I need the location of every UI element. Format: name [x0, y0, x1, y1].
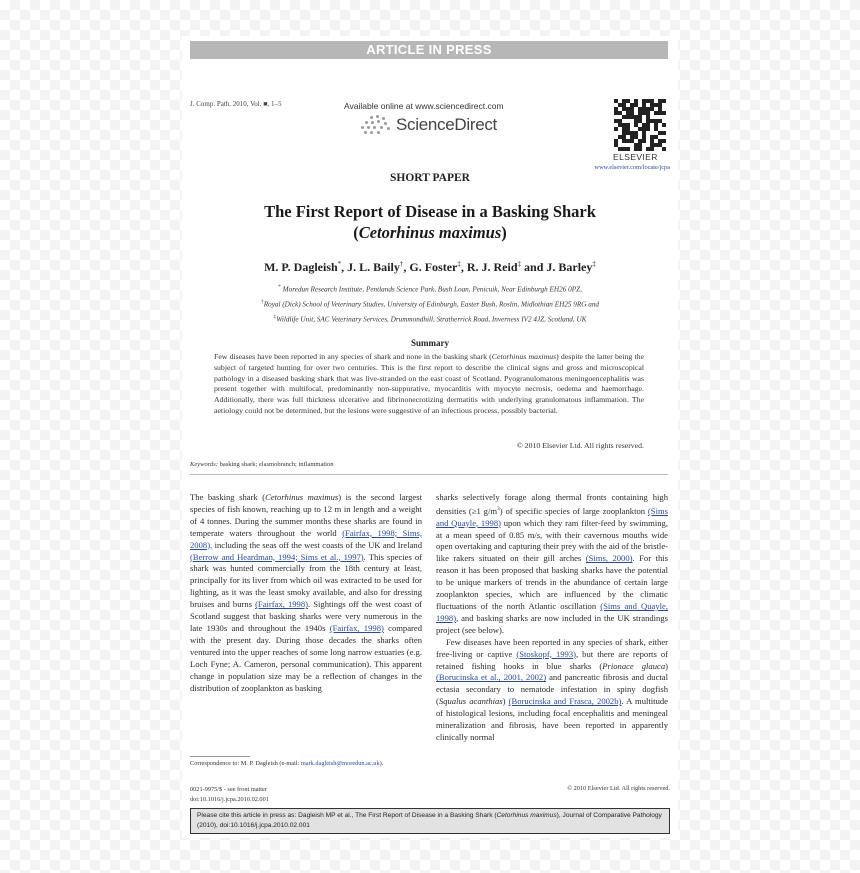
citation-link[interactable]: (Sims and Quayle, 1998) — [436, 601, 668, 623]
footer-copyright: © 2010 Elsevier Ltd. All rights reserved. — [567, 785, 670, 792]
author: M. P. Dagleish — [264, 260, 338, 274]
body-column-left — [190, 492, 422, 694]
summary-copyright: © 2010 Elsevier Ltd. All rights reserved. — [516, 441, 644, 450]
title-line-1: The First Report of Disease in a Basking Shark — [264, 202, 596, 221]
title-species: Cetorhinus maximus — [358, 223, 502, 242]
body-paragraph: sharks selectively forage along thermal fronts containing high densities (≥1 $g/m^3$) of specific species of large zooplankton (Sims and Quayle, 1998) upon which they ram filter-feed by swimming, at a mean speed of 0.85 m/s, with their cavernous mouths wide open overtaking and capturing their prey with the aid of the bristle-like rakers situated on their gill arches (Sims, 2000). For this reason it has been proposed that basking sharks have the potential to be unique markers of trends in the abundance of certain large zooplankton species, which are influenced by the climatic fluctuations of the north Atlantic oscillation (Sims and Quayle, 1998), and basking sharks are now included in the UK strandings project (see below). — [436, 492, 668, 635]
citation-link[interactable]: (Fairfax, 1998) — [329, 622, 384, 633]
citation-link[interactable]: (Borucinska and Frasca, 2002b) — [508, 696, 622, 707]
sciencedirect-logo — [360, 114, 497, 136]
author-list: M. P. Dagleish*, J. L. Baily†, G. Foster‡, R. J. Reid‡ and J. Barley‡ — [264, 260, 596, 274]
sciencedirect-logo-text: ScienceDirect — [396, 115, 497, 134]
journal-url-link[interactable]: www.elsevier.com/locate/jcpa — [594, 164, 670, 171]
body-paragraph: Few diseases have been reported in any species of shark, either free-living or captive (Stoskopf, 1993), but there are reports of retained fishing hooks in blue sharks (Prionace glauca) (Borucinska et al., 2001, 2002) and pancreatic fibrosis and ductal ectasia secondary to nematode infestation in spiny dogfish (Squalus acanthias) (Borucinska and Frasca, 2002b). A multitude of histological lesions, including focal encephalitis and meningeal mineralization and fibrosis, have been reported in apparently clinically normal — [436, 636, 668, 742]
citation-link[interactable]: (Stoskopf, 1993) — [516, 648, 576, 659]
available-online-text: Available online at www.sciencedirect.com — [344, 101, 504, 111]
doi-text: doi:10.1016/j.jcpa.2010.02.001 — [190, 795, 269, 803]
issn-doi — [190, 785, 269, 804]
issn-text: 0021-9975/$ - see front matter — [190, 786, 267, 793]
citation-link[interactable]: (Borucinska et al., 2001, 2002) — [436, 672, 547, 683]
section-label: SHORT PAPER — [389, 172, 470, 184]
title-line-2: (Cetorhinus maximus) — [353, 223, 507, 242]
elsevier-wordmark: ELSEVIER — [613, 152, 658, 162]
footnote-divider — [190, 756, 250, 757]
affiliations — [202, 281, 658, 326]
keywords-divider — [190, 474, 668, 475]
citation-link[interactable]: (Berrow and Heardman, 1994; Sims et al., 1997) — [190, 551, 364, 562]
author: J. L. Baily — [347, 260, 400, 274]
article-page — [182, 36, 678, 838]
correspondence-note: Correspondence to: M. P. Dagleish (e-mail: mark.dagleish@moredun.ac.uk). — [190, 760, 384, 767]
body-paragraph: The basking shark (Cetorhinus maximus) is the second largest species of fish known, reaching up to 12 m in length and a weight of 4 tonnes. During the summer months these sharks are found in temperate waters throughout the world (Fairfax, 1998; Sims, 2008), including the seas off the west coasts of the UK and Ireland (Berrow and Heardman, 1994; Sims et al., 1997). This species of shark was hunted commercially from the 18th century at least, principally for its liver from which oil was extracted to be used for lighting, as it was the least smoky available, and also for dressing bruises and burns (Fairfax, 1998). Sightings off the west coast of Scotland suggest that basking sharks were very numerous in the late 1930s and throughout the 1940s (Fairfax, 1998) compared with the present day. During those decades the sharks often ventured into the upper reaches of some long narrow estuaries (e.g. Loch Fyne; A. Cameron, personal communication). This apparent change in population size may be a reflection of changes in the distribution of zooplankton as basking — [190, 492, 423, 693]
affiliation: * Moredun Research Institute, Pentlands Science Park, Bush Loan, Penicuik, Near Edinburgh EH26 0PZ, — [278, 284, 582, 294]
author: G. Foster — [409, 260, 458, 274]
citation-link[interactable]: (Fairfax, 1998; Sims, 2008), — [190, 527, 423, 550]
affiliation: †Royal (Dick) School of Veterinary Studies, University of Edinburgh, Easter Bush, Roslin, Midlothian EH25 9RG and — [260, 298, 600, 309]
article-title — [182, 201, 678, 243]
citation-notice-box: Please cite this article in press as: Dagleish MP et al., The First Report of Disease in a Basking Shark (Cetorhinus maximus), Journal of Comparative Pathology (2010), doi:10.1016/j.jcpa.2010.02.001 — [190, 808, 670, 834]
journal-reference: J. Comp. Path. 2010, Vol. ■, 1–5 — [190, 100, 282, 108]
elsevier-tree-logo-icon — [614, 99, 666, 151]
citation-link[interactable]: (Sims and Quayle, 1998) — [436, 505, 668, 528]
author: J. Barley — [546, 260, 593, 274]
summary-heading: Summary — [411, 338, 449, 348]
summary-text: Few diseases have been reported in any species of shark and none in the basking shark (Cetorhinus maximus) despite the latter being the subject of targeted hunting for over two centuries. This is the first report to describe the clinical signs and gross and microscopical pathology in a diseased basking shark that was live-stranded on the east coast of Scotland. Pyogranulomatous meningoencephalitis was present together with multifocal, predominantly non-suppurative, myocarditis with myocyte necrosis, oedema and haemorrhage. Additionally, there was full thickness ulcerative and fibrinonecrotizing dermatitis with underlying granulomatous inflammation. The aetiology could not be determined, but the lesions were suggestive of an infectious process, possibly bacterial. — [214, 352, 644, 415]
author: R. J. Reid — [466, 260, 518, 274]
sciencedirect-dots-icon — [360, 114, 394, 136]
correspondence-email-link[interactable]: mark.dagleish@moredun.ac.uk — [300, 760, 380, 767]
keywords: Keywords: basking shark; elasmobranch; inflammation — [190, 461, 334, 468]
citation-link[interactable]: (Fairfax, 1998) — [255, 599, 309, 610]
citation-link[interactable]: (Sims, 2000) — [585, 553, 633, 564]
body-column-right — [436, 492, 668, 744]
affiliation: ‡Wildlife Unit, SAC Veterinary Services, Drummondhill, Stratherrick Road, Inverness IV2 4JZ, Scotland, UK — [273, 313, 587, 324]
article-in-press-banner: ARTICLE IN PRESS — [190, 41, 668, 59]
